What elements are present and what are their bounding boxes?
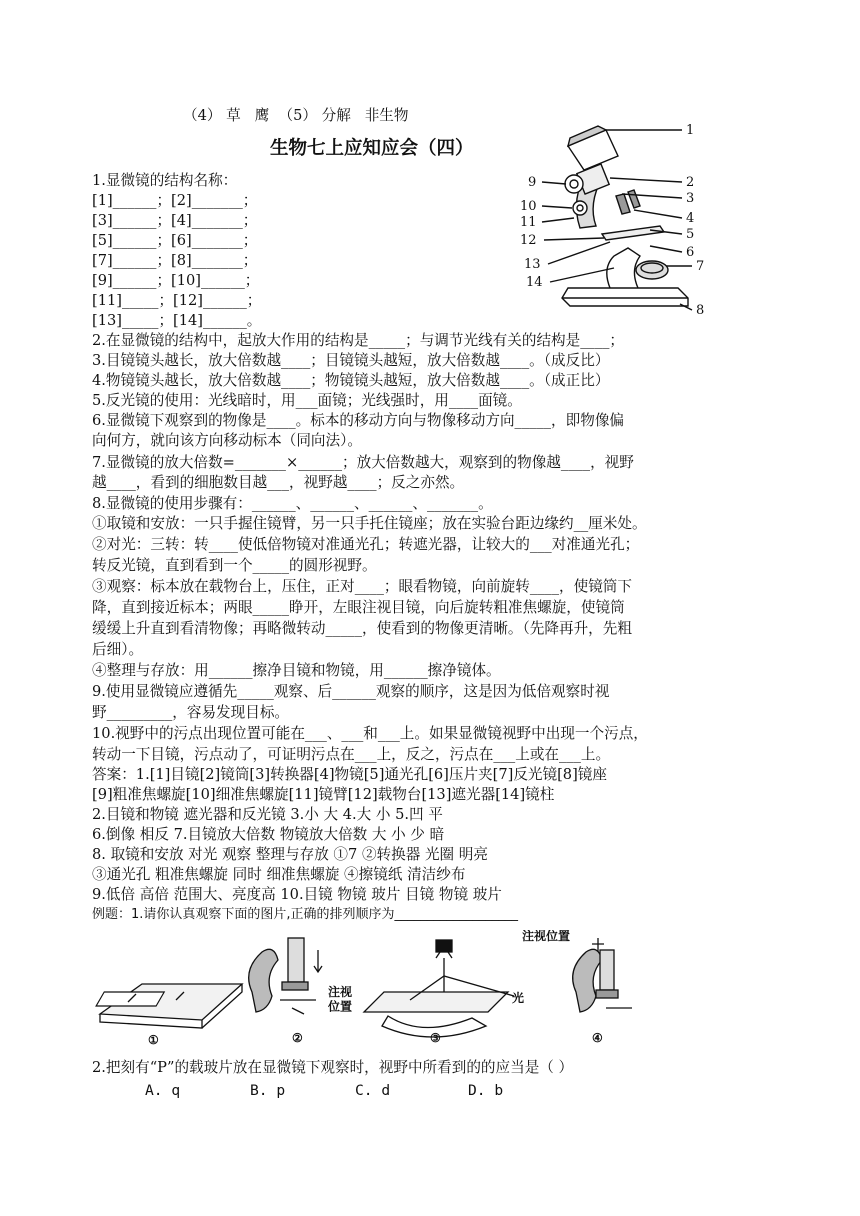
part-number: 10 xyxy=(520,199,537,214)
text-line: 6.显微镜下观察到的物像是____。标本的移动方向与物像移动方向_____，即物像偏 xyxy=(92,412,625,429)
text-line: [3]______；[4]_______； xyxy=(92,212,258,229)
text-line: 越____，看到的细胞数目越___，视野越____；反之亦然。 xyxy=(92,474,465,491)
figure-label: 注视位置 xyxy=(328,985,353,1014)
part-number: 3 xyxy=(686,191,695,206)
text-line: [7]______；[8]_______； xyxy=(92,252,258,269)
circled-number: ② xyxy=(292,1031,303,1045)
text-line: 8.显微镜的使用步骤有：______、______、______、_______。 xyxy=(92,495,493,512)
text-line: 4.物镜镜头越长，放大倍数越____；物镜镜头越短，放大倍数越____。（成正比） xyxy=(92,372,610,389)
answer-line: ③通光孔 粗准焦螺旋 同时 细准焦螺旋 ④擦镜纸 清洁纱布 xyxy=(92,866,466,883)
text-line: ④整理与存放：用______擦净目镜和物镜，用______擦净镜体。 xyxy=(92,662,501,679)
text-line: 后细）。 xyxy=(92,641,144,658)
text-line: 缓缓上升直到看清物像；再略微转动_____，使看到的物像更清晰。（先降再升，先粗 xyxy=(92,620,632,637)
text-line: [13]_____；[14]______。 xyxy=(92,312,262,329)
part-number: 1 xyxy=(686,123,695,138)
option-d[interactable]: D. b xyxy=(468,1082,504,1099)
part-number: 4 xyxy=(686,211,695,226)
option-a[interactable]: A. q xyxy=(145,1082,181,1099)
text-line: 转动一下目镜，污点动了，可证明污点在___上，反之，污点在___上或在___上。 xyxy=(92,746,611,763)
part-number: 5 xyxy=(686,227,695,242)
part-number: 11 xyxy=(520,215,537,230)
answer-line: 2.目镜和物镜 遮光器和反光镜 3.小 大 4.大 小 5.凹 平 xyxy=(92,806,443,823)
text-line: ①取镜和安放：一只手握住镜臂，另一只手托住镜座；放在实验台距边缘约__厘米处。 xyxy=(92,515,647,532)
text-line: ③观察：标本放在载物台上，压住，正对____；眼看物镜，向前旋转____，使镜筒下 xyxy=(92,578,632,595)
answer-line: 6.倒像 相反 7.目镜放大倍数 物镜放大倍数 大 小 少 暗 xyxy=(92,826,445,843)
text-line: ②对光：三转：转____使低倍物镜对准通光孔；转遮光器，让较大的___对准通光孔； xyxy=(92,536,640,553)
text-line: [11]_____；[12]______； xyxy=(92,292,262,309)
option-c[interactable]: C. d xyxy=(355,1082,391,1099)
text-line: [9]______；[10]______； xyxy=(92,272,260,289)
text-line: 转反光镜，直到看到一个_____的圆形视野。 xyxy=(92,557,377,574)
text-line: 向何方，就向该方向移动标本（同向法）。 xyxy=(92,432,362,449)
part-number: 8 xyxy=(696,303,705,318)
answer-line: 答案：1.[1]目镜[2]镜筒[3]转换器[4]物镜[5]通光孔[6]压片夹[7]反光镜[8]镜座 xyxy=(92,766,607,783)
page-title: 生物七上应知应会（四） xyxy=(270,138,474,159)
example-question-2: 2.把刻有“P”的载玻片放在显微镜下观察时，视野中所看到的的应当是（ ） xyxy=(92,1059,574,1076)
answer-line: 9.低倍 高倍 范围大、亮度高 10.目镜 物镜 玻片 目镜 物镜 玻片 xyxy=(92,886,502,903)
circled-number: ① xyxy=(148,1033,159,1047)
figure-label: 注视位置 xyxy=(522,930,571,943)
text-line: 3.目镜镜头越长，放大倍数越____；目镜镜头越短，放大倍数越____。（成反比） xyxy=(92,352,610,369)
text-line: 1.显微镜的结构名称： xyxy=(92,172,238,189)
part-number: 6 xyxy=(686,245,695,260)
answer-line: [9]粗准焦螺旋[10]细准焦螺旋[11]镜臂[12]载物台[13]遮光器[14]镜柱 xyxy=(92,786,555,803)
part-number: 7 xyxy=(696,259,705,274)
text-line: 野_________，容易发现目标。 xyxy=(92,704,290,721)
part-number: 9 xyxy=(528,175,537,190)
procedure-figures xyxy=(92,930,752,1050)
text-line: [5]______；[6]_______； xyxy=(92,232,258,249)
option-b[interactable]: B. p xyxy=(250,1082,286,1099)
circled-number: ④ xyxy=(592,1031,603,1045)
text-line: 7.显微镜的放大倍数=_______×______；放大倍数越大，观察到的物像越____，视野 xyxy=(92,454,634,471)
microscope-diagram xyxy=(510,118,710,318)
answer-line: 8. 取镜和安放 对光 观察 整理与存放 ①7 ②转换器 光圈 明亮 xyxy=(92,846,488,863)
header-line: （4） 草 鹰 （5） 分解 非生物 xyxy=(183,107,409,124)
part-number: 13 xyxy=(524,257,541,272)
example-question-1: 例题：1.请你认真观察下面的图片,正确的排列顺序为___________________ xyxy=(92,907,519,922)
text-line: 降，直到接近标本；两眼_____睁开，左眼注视目镜，向后旋转粗准焦螺旋，使镜筒 xyxy=(92,599,625,616)
figure-label: 光 xyxy=(512,991,525,1005)
part-number: 14 xyxy=(526,275,543,290)
text-line: [1]______；[2]_______； xyxy=(92,192,258,209)
text-line: 10.视野中的污点出现位置可能在___、___和___上。如果显微镜视野中出现一个污点， xyxy=(92,725,648,742)
text-line: 5.反光镜的使用：光线暗时，用___面镜；光线强时，用____面镜。 xyxy=(92,392,522,409)
circled-number: ③ xyxy=(430,1031,441,1045)
part-number: 2 xyxy=(686,175,695,190)
text-line: 9.使用显微镜应遵循先_____观察、后______观察的顺序，这是因为低倍观察时视 xyxy=(92,683,610,700)
part-number: 12 xyxy=(520,233,537,248)
text-line: 2.在显微镜的结构中，起放大作用的结构是_____；与调节光线有关的结构是____； xyxy=(92,332,625,349)
